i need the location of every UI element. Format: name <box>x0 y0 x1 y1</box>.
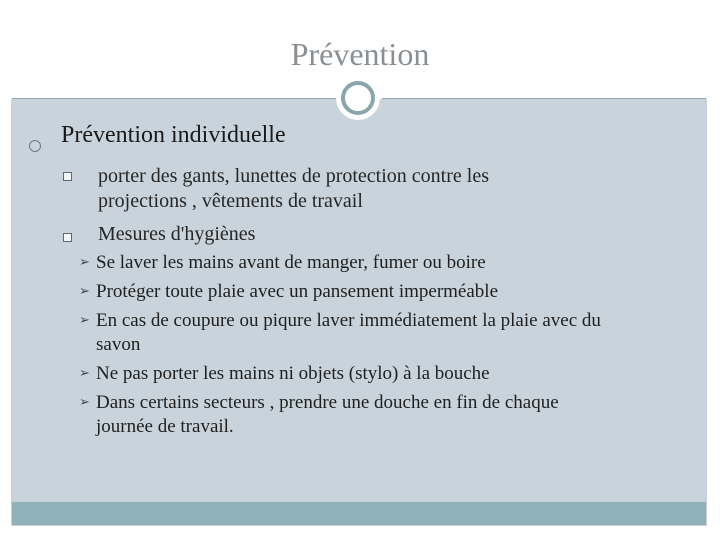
level2-item-1-line-2: projections , vêtements de travail <box>98 190 363 212</box>
level2-item-1-line-1: porter des gants, lunettes de protection contre les <box>98 165 489 187</box>
level3-item-4: Ne pas porter les mains ni objets (stylo) à la bouche <box>96 363 490 384</box>
arrowhead-bullet-icon: ➢ <box>79 395 90 410</box>
level3-item-3-line-1: En cas de coupure ou piqure laver immédiatement la plaie avec du <box>96 310 601 331</box>
divider-line-left <box>12 98 338 99</box>
arrowhead-bullet-icon: ➢ <box>79 313 90 328</box>
ring-bullet-icon <box>29 140 41 152</box>
level3-item-5-line-2: journée de travail. <box>96 416 234 437</box>
arrowhead-bullet-icon: ➢ <box>79 255 90 270</box>
level3-item-3-line-2: savon <box>96 334 141 355</box>
level3-item-2: Protéger toute plaie avec un pansement imperméable <box>96 281 499 302</box>
footer-bar <box>12 502 706 525</box>
level1-heading: Prévention individuelle <box>61 122 286 148</box>
square-bullet-icon <box>63 172 72 181</box>
level2-item-2: Mesures d'hygiènes <box>98 223 256 245</box>
arrowhead-bullet-icon: ➢ <box>79 366 90 381</box>
level3-item-1: Se laver les mains avant de manger, fumer ou boire <box>96 252 486 273</box>
slide-title: Prévention <box>290 36 430 72</box>
arrowhead-bullet-icon: ➢ <box>79 284 90 299</box>
circle-ring-icon <box>336 76 380 120</box>
square-bullet-icon <box>63 233 72 242</box>
level3-item-5-line-1: Dans certains secteurs , prendre une douche en fin de chaque <box>96 392 559 413</box>
divider-line-right <box>382 98 706 99</box>
